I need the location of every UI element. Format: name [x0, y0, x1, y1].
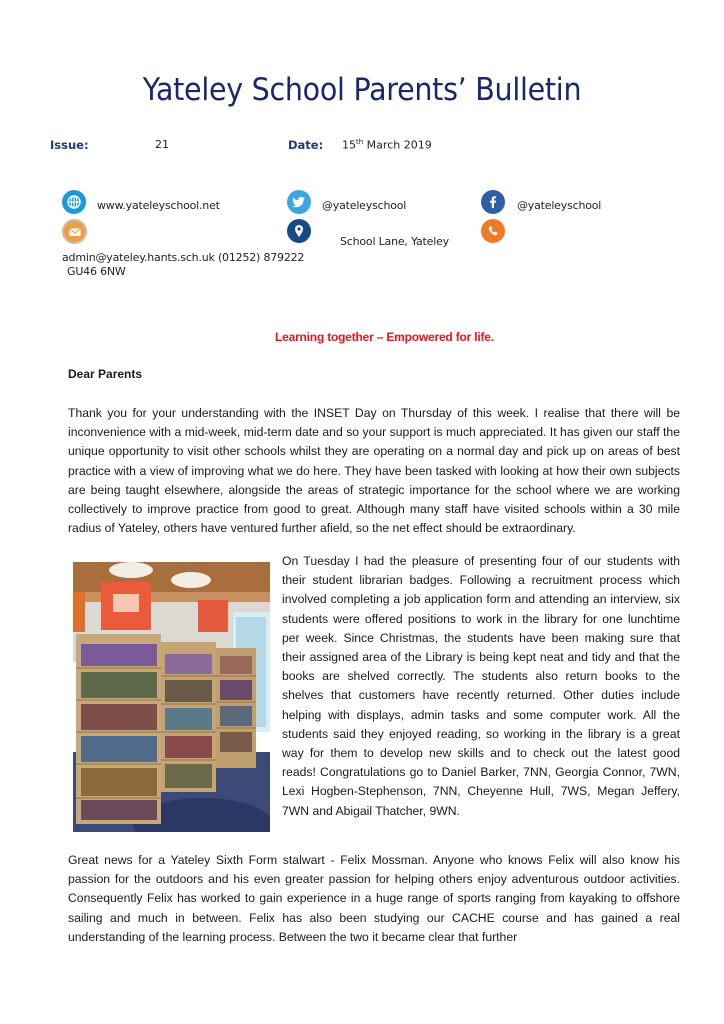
phone-icon [481, 219, 505, 243]
email-phone-link[interactable]: admin@yateley.hants.sch.uk (01252) 879222 [62, 251, 305, 264]
website-link[interactable]: www.yateleyschool.net [97, 199, 220, 212]
address-text: School Lane, Yateley [340, 235, 449, 248]
letter-greeting: Dear Parents [68, 367, 143, 381]
date-label: Date: [288, 138, 324, 152]
paragraph-student-librarians: On Tuesday I had the pleasure of presenting four of our students with their student librarian badges. Following a recruitment process which involved completing a job application form and attending an interview, six students were offered positions to work in the library for one lunchtime per week. Since Christmas, the students have been making sure that their assigned area of the Library is being kept neat and tidy and that the books are shelved correctly. The students also return books to the shelves that customers have recently returned. Other duties include helping with displays, admin tasks and some computer work. All the students said they enjoyed reading, so working in the library is a great way for them to develop new skills and to check out the latest good reads! Congratulations go to Daniel Barker, 7NN, Georgia Connor, 7WN, Lexi Hogben-Stephenson, 7NN, Cheyenne Hull, 7WS, Megan Jeffery, 7WN and Abigail Thatcher, 9WN. [282, 554, 680, 818]
bulletin-title: Yateley School Parents’ Bulletin [142, 72, 582, 108]
school-motto: Learning together – Empowered for life. [275, 330, 494, 344]
paragraph-inset-day: Thank you for your understanding with the INSET Day on Thursday of this week. I realise that there will be inconvenience with a mid-week, mid-term date and so your support is much appreciated. It has given our staff the unique opportunity to visit other schools whilst they are operating on a normal day and pick up on areas of best practice with a view of improving what we do here. They have been tasked with looking at how their own subjects are being taught elsewhere, alongside the areas of strategic importance for the school where we are working collectively to improve practice from good to great. Although many staff have visited schools within a 30 mile radius of Yateley, others have ventured further afield, so the net effect should be extraordinary. [68, 406, 680, 536]
issue-value: 21 [155, 138, 169, 151]
facebook-icon [481, 190, 505, 214]
issue-label: Issue: [50, 138, 89, 152]
location-pin-icon [287, 219, 311, 243]
twitter-icon [287, 190, 311, 214]
email-icon [62, 219, 87, 244]
twitter-handle-link[interactable]: @yateleyschool [322, 199, 407, 212]
library-photo [73, 562, 270, 832]
postcode-text: GU46 6NW [67, 265, 126, 278]
paragraph-felix-mossman: Great news for a Yateley Sixth Form stalwart - Felix Mossman. Anyone who knows Felix will also know his passion for the outdoors and his even greater passion for helping others enjoy adventurous outdoor activities. Consequently Felix has worked to gain experience in a huge range of sports ranging from kayaking to offshore sailing and much in between. Felix has also been studying our CACHE course and has gained a real understanding of the learning process. Between the two it became clear that further [68, 853, 680, 944]
globe-icon [62, 190, 86, 214]
facebook-handle-link[interactable]: @yateleyschool [517, 199, 602, 212]
date-value: 15th March 2019 [342, 138, 432, 152]
